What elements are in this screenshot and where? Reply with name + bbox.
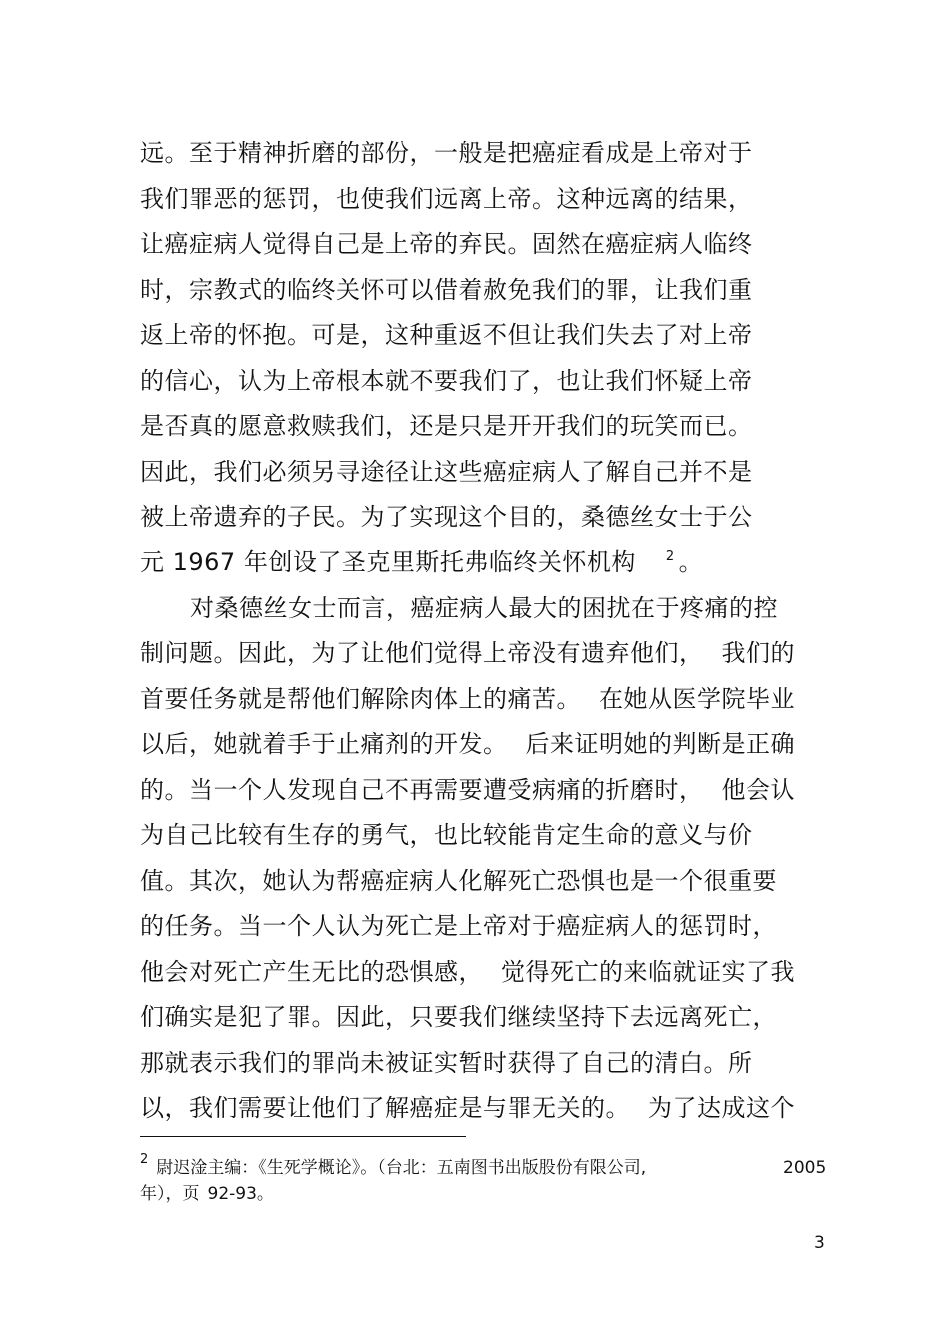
body-line-tail: 。 — [678, 548, 704, 576]
footnote-pages: 92-93。 — [207, 1184, 274, 1204]
body-line — [140, 775, 795, 805]
footnote-separator — [140, 1136, 466, 1137]
body-line — [140, 1048, 753, 1078]
body-line: 的信心，认为上帝根本就不要我们了，也让我们怀疑上帝 — [140, 367, 753, 395]
body-line: 因此，我们必须另寻途径让这些癌症病人了解自己并不是 — [140, 458, 753, 486]
body-line — [140, 729, 795, 759]
body-line — [140, 638, 795, 668]
text-span: 的任务。当一个人认为死亡是上帝对于癌症病人的惩罚时， — [140, 912, 777, 940]
body-line: 返上帝的怀抱。可是，这种重返不但让我们失去了对上帝 — [140, 321, 753, 349]
body-line-with-footnote-ref: 元 1967 年创设了圣克里斯托弗临终关怀机构 $^2$ 。 — [140, 548, 704, 576]
text-span: 们确实是犯了罪。因此，只要我们继续坚持下去远离死亡， — [140, 1003, 777, 1031]
text-span: 值。其次，她认为帮癌症病人化解死亡恐惧也是一个很重要 — [140, 867, 777, 895]
text-span: 为自己比较有生存的勇气，也比较能肯定生命的意义与价 — [140, 821, 753, 849]
paragraph-first-line — [190, 593, 778, 623]
body-line — [140, 1002, 777, 1032]
text-span: 对桑德丝女士而言，癌症病人最大的困扰在于疼痛的控 — [190, 594, 778, 622]
body-line: 被上帝遗弃的子民。为了实现这个目的，桑德丝女士于公 — [140, 503, 753, 531]
body-line: 是否真的愿意救赎我们，还是只是开开我们的玩笑而已。 — [140, 412, 753, 440]
body-line: 时，宗教式的临终关怀可以借着赦免我们的罪，让我们重 — [140, 276, 753, 304]
footnote-year: 2005 — [783, 1158, 827, 1178]
body-line — [140, 957, 795, 987]
footnote-number: 2 — [140, 1152, 149, 1167]
body-line: 我们罪恶的惩罚，也使我们远离上帝。这种远离的结果， — [140, 185, 753, 213]
text-span: 觉得死亡的来临就证实了我 — [501, 958, 795, 986]
text-span: 我们的 — [721, 639, 795, 667]
text-span: 后来证明她的判断是正确 — [525, 730, 795, 758]
body-line — [140, 684, 795, 714]
body-line — [140, 820, 753, 850]
text-span: 他会对死亡产生无比的恐惧感， — [140, 958, 483, 986]
body-line-text: 元 1967 年创设了圣克里斯托弗临终关怀机构 — [140, 548, 636, 576]
text-span: 制问题。因此，为了让他们觉得上帝没有遗弃他们， — [140, 639, 704, 667]
footnote-citation: 尉迟淦主编：《生死学概论》。（台北：五南图书出版股份有限公司, — [156, 1158, 647, 1178]
footnote-year-suffix: 年），页 — [140, 1184, 200, 1204]
body-line: 让癌症病人觉得自己是上帝的弃民。固然在癌症病人临终 — [140, 230, 753, 258]
body-line — [140, 866, 777, 896]
footnote-text — [140, 1152, 647, 1179]
text-span: 以，我们需要让他们了解癌症是与罪无关的。 — [140, 1094, 630, 1122]
text-span: 为了达成这个 — [648, 1094, 795, 1122]
body-line: 远。至于精神折磨的部份，一般是把癌症看成是上帝对于 — [140, 139, 753, 167]
footnote-text-line2 — [140, 1183, 274, 1205]
text-span: 以后，她就着手于止痛剂的开发。 — [140, 730, 508, 758]
page-number: 3 — [814, 1233, 825, 1253]
body-line — [140, 911, 777, 941]
text-span: 那就表示我们的罪尚未被证实暂时获得了自己的清白。所 — [140, 1049, 753, 1077]
text-span: 的。当一个人发现自己不再需要遭受病痛的折磨时， — [140, 776, 704, 804]
body-line — [140, 1093, 795, 1123]
text-span: 首要任务就是帮他们解除肉体上的痛苦。 — [140, 685, 581, 713]
text-span: 他会认 — [721, 776, 795, 804]
text-span: 在她从医学院毕业 — [599, 685, 795, 713]
